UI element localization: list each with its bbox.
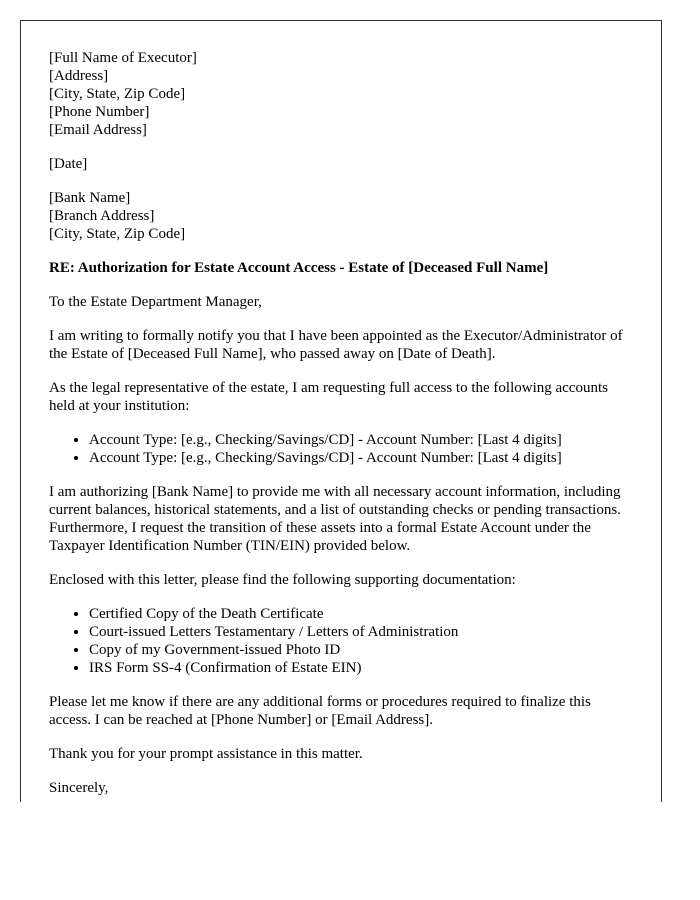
list-item: • Copy of my Government-issued Photo ID [89,641,634,659]
sender-city: [City, State, Zip Code] [49,86,186,102]
closing: Sincerely, [49,780,109,796]
subject-line: RE: Authorization for Estate Account Access - Estate of [Deceased Full Name] [49,260,549,276]
list-item: • Account Type: [e.g., Checking/Savings/CD] - Account Number: [Last 4 digits] [89,449,634,467]
sender-address: [Address] [49,68,109,84]
account-list [49,431,634,467]
document-list [49,605,634,677]
paragraph-contact: Please let me know if there are any additional forms or procedures required to finalize this access. I can be reached at [Phone Number] or [Email Address]. [49,694,591,728]
paragraph-authorization: I am authorizing [Bank Name] to provide me with all necessary account information, including current balances, historical statements, and a list of outstanding checks or pending transactions. Furthermore, I request the transition of these assets into a formal Estate Account under the Taxpayer Identification Number (TIN/EIN) provided below. [49,484,621,554]
sender-email: [Email Address] [49,122,147,138]
letter-page [20,20,662,802]
recipient-city: [City, State, Zip Code] [49,226,186,242]
recipient-branch: [Branch Address] [49,208,155,224]
paragraph-thanks: Thank you for your prompt assistance in this matter. [49,746,363,762]
list-item: • Account Type: [e.g., Checking/Savings/CD] - Account Number: [Last 4 digits] [89,431,634,449]
letter-date: [Date] [49,156,88,172]
salutation: To the Estate Department Manager, [49,294,262,310]
sender-block [49,49,634,139]
paragraph-enclosures: Enclosed with this letter, please find the following supporting documentation: [49,572,516,588]
sender-name: [Full Name of Executor] [49,50,197,66]
list-item: • Certified Copy of the Death Certificate [89,605,634,623]
paragraph-notification: I am writing to formally notify you that I have been appointed as the Executor/Administrator of the Estate of [Deceased Full Name], who passed away on [Date of Death]. [49,328,623,362]
recipient-bank: [Bank Name] [49,190,131,206]
recipient-block [49,189,634,243]
list-item: • Court-issued Letters Testamentary / Letters of Administration [89,623,634,641]
sender-phone: [Phone Number] [49,104,150,120]
list-item: • IRS Form SS-4 (Confirmation of Estate EIN) [89,659,634,677]
paragraph-access-request: As the legal representative of the estate, I am requesting full access to the following accounts held at your institution: [49,380,608,414]
